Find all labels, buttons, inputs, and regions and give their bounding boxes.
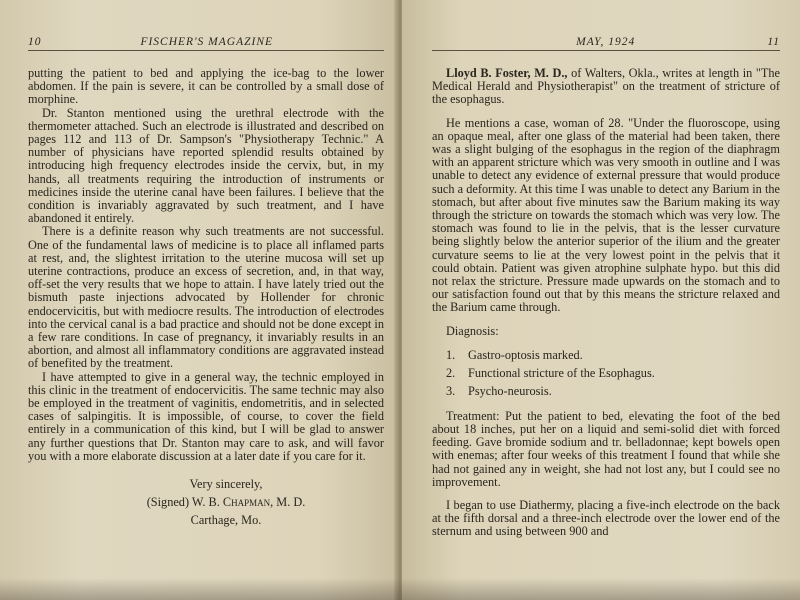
signature-prefix: (Signed) W. B. [146,495,223,510]
signature-name: Chapman [222,495,271,510]
left-paragraph-1: putting the patient to bed and applying the ice-bag to the lower abdomen. If the pain is severe, it can be controlled by a small dose of morphine. [28,66,384,107]
page-bottom-shadow [0,578,800,600]
case-paragraph: He mentions a case, woman of 28. "Under the fluoroscope, using an opaque meal, after one glass of the material had been taken, there was a slight bulging of the esophagus in the region of the diaphragm with an apparent stricture which was very smooth in outline and I was unable to detect any evidence of external pressure that would produce such a deformity. At this time I was unable to detect any Barium in the stomach, but after about five minutes saw the Barium making its way through the stricture on towards the stomach which was very low. The stomach was found to lie in the pelvis, that is the lesser curvature being slightly below the anterior superior of the ilium and the greater curvature seems to lie at the very lowest point in the pelvis that it could obtain. Patient was given atrophine sulphate hypo. but this did not relax the stricture. Pressure made upwards on the stomach and to our satisfaction found out that by this means the stricture relaxed and the Barium came through. [432,115,780,315]
left-running-head [28,36,384,51]
diagnosis-item: 3. Psycho-neurosis. [446,383,552,398]
issue-date: MAY, 1924 [576,36,636,48]
magazine-title: FISCHER'S MAGAZINE [140,36,274,48]
left-paragraph-4: I have attempted to give in a general way, the technic employed in this clinic in the treatment of endocervicitis. The same technic may also be employed in the treatment of vaginitis, endometritis, and in selected cases of salpingitis. It is impossible, of course, to cover the field entirely in a communication of this kind, but I will be glad to answer any further questions that Dr. Stanton may care to ask, and will favor you with a more elaborate discussion at a later date if you care for it. [28,369,384,463]
right-running-head [432,36,780,51]
left-page [0,0,398,600]
right-page-number: 11 [767,36,780,48]
diagnosis-title: Diagnosis: [446,323,499,338]
article-author: Lloyd B. Foster, M. D., [446,66,568,80]
signoff-block [28,475,384,529]
left-page-number: 10 [28,36,42,48]
diagnosis-item: 2. Functional stricture of the Esophagus. [446,365,655,380]
closing-line: Very sincerely, [189,477,263,492]
treatment-paragraph: Treatment: Put the patient to bed, elevating the foot of the bed about 18 inches, put her on a liquid and semi-solid diet with forced feeding. Gave bromide sodium and tr. belladonnae; kept bowels open with enemas; after four weeks of this treatment I found that while she had not gained any in weight, she had not lost any, but I could see no improvement. [432,408,780,489]
signature-location: Carthage, Mo. [190,513,262,528]
left-paragraph-2: Dr. Stanton mentioned using the urethral electrode with the thermometer attached. Such an electrode is illustrated and described on pages 112 and 113 of Dr. Sampson's "Physiotherapy Technic." A number of physicians have reported splendid results obtained by introducing high frequency electrodes inside the cervix, but, in my hands, all treatments requiring the introduction of instruments or medicines inside the uterine canal have been failures. I believe that the condition is invariably aggravated by such treatment, and I have abandoned it entirely. [28,105,384,226]
signature-suffix: , M. D. [270,495,306,510]
diagnosis-item: 1. Gastro-optosis marked. [446,347,583,362]
intro-text: of Walters, Okla., writes at length in "The Medical Herald and Physiotherapist" on the treatment of stricture of the esophagus. [432,66,780,107]
diagnosis-list [432,346,780,400]
signature-line [68,493,384,511]
intro-paragraph [432,67,780,107]
diathermy-paragraph: I began to use Diathermy, placing a five-inch electrode on the back at the fifth dorsal and a three-inch electrode over the lower end of the sternum and using between 900 and [432,498,780,539]
left-paragraph-3: There is a definite reason why such treatments are not successful. One of the fundamental laws of medicine is to place all inflamed parts at rest, and, the slightest irritation to the uterine mucosa will set up uterine contractions, produce an excess of secretion, and, in that way, off-set the very results that we hope to attain. I have lately tried out the bismuth paste injections advocated by Hollender for chronic endocervicitis, but with mediocre results. The introduction of electrodes into the cervical canal is a bad practice and should not be done except in a few rare conditions. In case of pregnancy, it invariably results in an abortion, and almost all inflammatory conditions are aggravated instead of benefited by the treatment. [28,224,384,371]
right-page [402,0,800,600]
